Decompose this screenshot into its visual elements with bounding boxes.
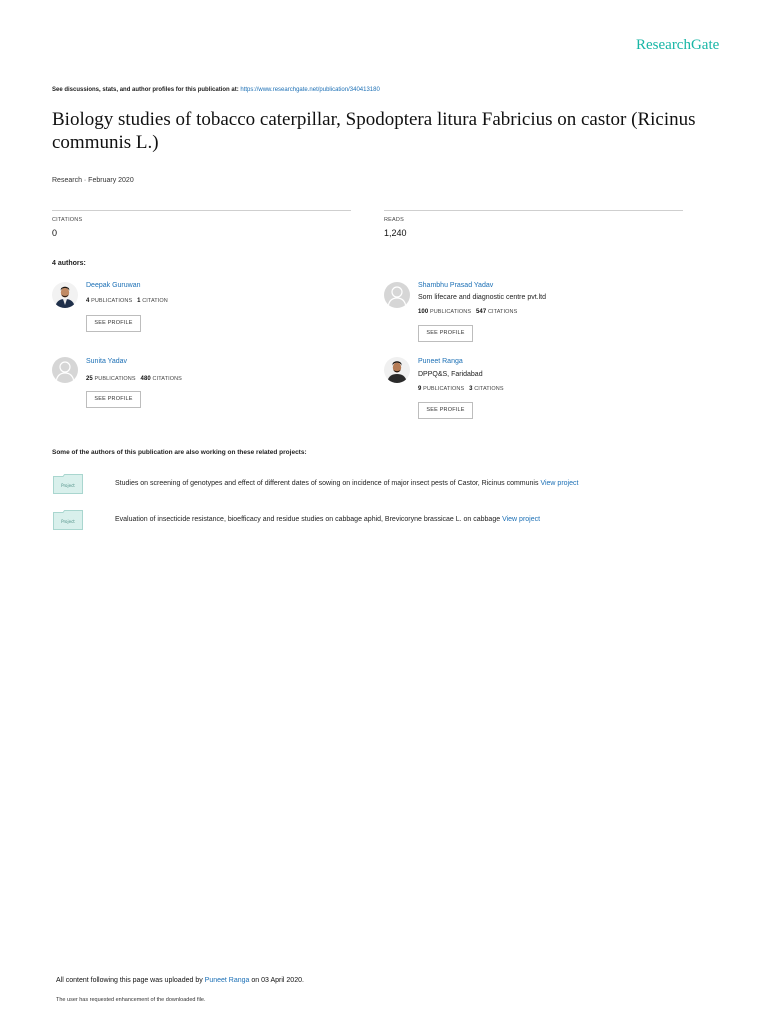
author-institution: DPPQ&S, Faridabad [418, 371, 483, 378]
citations-count: 480 [140, 376, 151, 382]
publications-label: PUBLICATIONS [94, 376, 136, 382]
citations-label: CITATIONS [52, 217, 83, 223]
project-title: Studies on screening of genotypes and effect of different dates of sowing on incidence of major insect pests of Castor, Ricinus communis [115, 480, 539, 487]
publication-type-date: Research · February 2020 [52, 177, 134, 184]
citations-label: CITATION [142, 298, 168, 304]
related-projects-heading: Some of the authors of this publication are also working on these related projects: [52, 449, 307, 456]
publications-label: PUBLICATIONS [91, 298, 133, 304]
citations-label: CITATIONS [474, 386, 504, 392]
author-name-link[interactable]: Shambhu Prasad Yadav [418, 282, 494, 289]
see-profile-button[interactable]: SEE PROFILE [418, 325, 473, 342]
project-title: Evaluation of insecticide resistance, bioefficacy and residue studies on cabbage aphid, Brevicoryne brassicae L. on cabbage [115, 516, 501, 523]
enhancement-note: The user has requested enhancement of the downloaded file. [56, 997, 206, 1003]
folder-icon [53, 474, 83, 494]
author-name-link[interactable]: Deepak Guruwan [86, 282, 141, 289]
uploader-link[interactable]: Puneet Ranga [204, 977, 250, 984]
default-user-icon [52, 357, 78, 383]
publications-count: 4 [86, 298, 90, 304]
author-institution: Som lifecare and diagnostic centre pvt.ltd [418, 294, 547, 301]
project-icon-label: Project [61, 519, 75, 524]
upload-suffix: on 03 April 2020. [251, 977, 304, 984]
view-project-link[interactable]: View project [502, 516, 541, 523]
default-user-icon [384, 282, 410, 308]
author-avatar[interactable] [52, 282, 78, 308]
citations-count: 1 [137, 298, 141, 304]
citations-label: CITATIONS [487, 309, 518, 315]
publication-url-link[interactable]: https://www.researchgate.net/publication/340413180 [240, 87, 380, 93]
project-folder-icon[interactable] [53, 474, 83, 494]
author-avatar[interactable] [384, 282, 410, 308]
citations-count: 3 [469, 386, 473, 392]
author-stats [418, 386, 504, 392]
citations-divider [52, 210, 351, 211]
authors-heading: 4 authors: [52, 260, 86, 267]
discussion-note [52, 87, 380, 93]
citations-count: 547 [475, 309, 487, 315]
see-profile-button[interactable]: SEE PROFILE [86, 315, 141, 332]
see-profile-button[interactable]: SEE PROFILE [418, 402, 473, 419]
researchgate-logo[interactable]: ResearchGate [636, 37, 720, 53]
author-name-link[interactable]: Puneet Ranga [418, 358, 463, 365]
author-avatar[interactable] [52, 357, 78, 383]
project-entry [115, 516, 540, 523]
view-project-link[interactable]: View project [540, 480, 579, 487]
publications-label: PUBLICATIONS [423, 386, 465, 392]
discussion-note-text: See discussions, stats, and author profiles for this publication at: [52, 87, 239, 93]
author-photo-icon [384, 357, 410, 383]
folder-icon [53, 510, 83, 530]
publication-title: Biology studies of tobacco caterpillar, Spodoptera litura Fabricius on castor (Ricinus communis L.) [52, 109, 696, 153]
author-stats [86, 298, 168, 304]
publications-count: 9 [418, 386, 422, 392]
author-name-link[interactable]: Sunita Yadav [86, 358, 127, 365]
reads-label: READS [384, 217, 404, 223]
publications-label: PUBLICATIONS [429, 309, 472, 315]
project-folder-icon[interactable] [53, 510, 83, 530]
see-profile-button[interactable]: SEE PROFILE [86, 391, 141, 408]
upload-note [56, 977, 304, 984]
publications-count: 100 [418, 309, 429, 315]
upload-prefix: All content following this page was uploaded by [56, 977, 203, 984]
project-icon-label: Project [61, 483, 75, 488]
publications-count: 25 [86, 376, 93, 382]
author-avatar[interactable] [384, 357, 410, 383]
project-entry [115, 480, 578, 487]
citations-count: 0 [52, 228, 58, 238]
author-stats [86, 376, 182, 382]
citations-label: CITATIONS [152, 376, 182, 382]
author-stats [418, 309, 517, 315]
author-photo-icon [52, 282, 78, 308]
reads-divider [384, 210, 683, 211]
reads-count: 1,240 [384, 228, 407, 238]
